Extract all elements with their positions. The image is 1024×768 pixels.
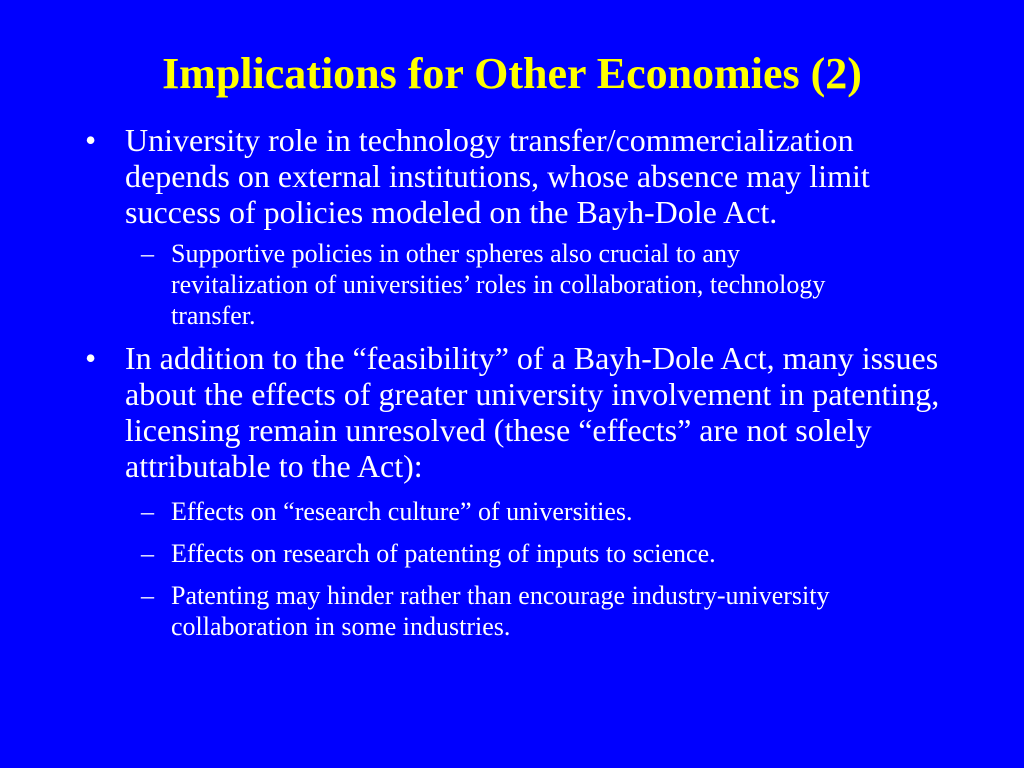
sub-bullet-item	[0, 238, 1024, 331]
sub-bullet-text: Effects on “research culture” of universities.	[171, 497, 633, 526]
sub-bullet-text: Patenting may hinder rather than encourage industry-university collaboration in some industries.	[171, 581, 830, 641]
bullet-text: In addition to the “feasibility” of a Bayh-Dole Act, many issues about the effects of greater university involvement in patenting, licensing remain unresolved (these “effects” are not solely attributable to the Act):	[125, 340, 940, 484]
sub-bullet-marker: –	[141, 497, 154, 526]
bullet-item	[0, 340, 1024, 484]
sub-bullet-marker: –	[141, 539, 154, 568]
sub-bullet-item	[0, 496, 1024, 527]
sub-bullet-text: Supportive policies in other spheres also crucial to any revitalization of universities’ roles in collaboration, technology transfer.	[171, 239, 826, 330]
sub-bullet-marker: –	[141, 239, 154, 268]
slide-body	[0, 122, 1024, 642]
bullet-marker: •	[85, 340, 97, 376]
sub-bullet-marker: –	[141, 581, 154, 610]
sub-bullet-item	[0, 580, 1024, 642]
sub-bullet-item	[0, 538, 1024, 569]
bullet-item	[0, 122, 1024, 230]
sub-bullet-text: Effects on research of patenting of inputs to science.	[171, 539, 716, 568]
bullet-text: University role in technology transfer/commercialization depends on external institutions, whose absence may limit success of policies modeled on the Bayh-Dole Act.	[125, 122, 870, 230]
bullet-marker: •	[85, 122, 97, 158]
slide-title: Implications for Other Economies (2)	[162, 49, 862, 98]
